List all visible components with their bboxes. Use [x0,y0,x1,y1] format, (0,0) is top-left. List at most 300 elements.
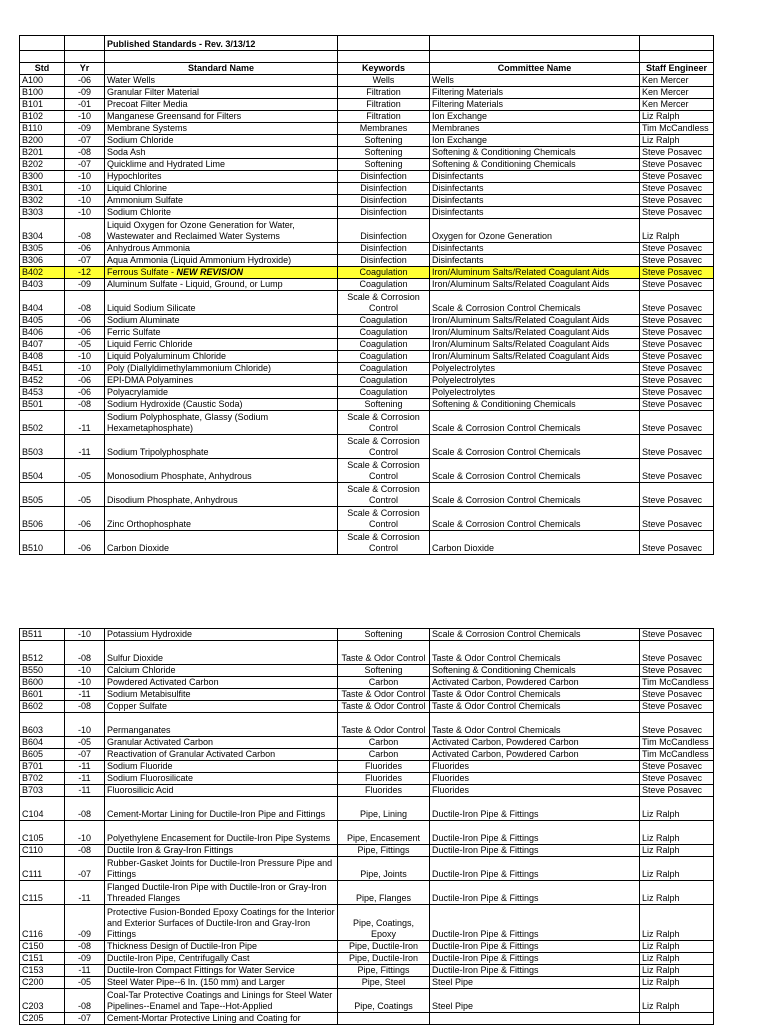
year-cell: -11 [65,689,105,701]
table-row [20,363,714,375]
keywords-cell [338,1013,430,1025]
year-cell: -07 [65,857,105,881]
standard-name-cell: Protective Fusion-Bonded Epoxy Coatings for the Interior and Exterior Surfaces of Ductile-Iron and Gray-Iron Fittings [105,905,338,941]
year-cell: -08 [65,845,105,857]
committee-name-cell: Ductile-Iron Pipe & Fittings [430,857,640,881]
committee-name-cell: Ductile-Iron Pipe & Fittings [430,797,640,821]
year-cell: -08 [65,701,105,713]
year-cell: -07 [65,255,105,267]
year-cell: -08 [65,941,105,953]
standard-name-cell: Cement-Mortar Protective Lining and Coating for [105,1013,338,1025]
year-cell: -07 [65,749,105,761]
staff-engineer-cell: Steve Posavec [640,531,714,555]
standard-name-cell: Ferric Sulfate [105,327,338,339]
table-row [20,291,714,315]
staff-engineer-cell: Steve Posavec [640,387,714,399]
committee-name-cell: Ductile-Iron Pipe & Fittings [430,821,640,845]
table-row [20,1013,714,1025]
table-row [20,351,714,363]
committee-name-cell: Disinfectants [430,207,640,219]
staff-engineer-cell: Steve Posavec [640,411,714,435]
table-row [20,255,714,267]
std-cell: B701 [20,761,65,773]
standards-table-page-2 [19,628,714,1025]
standard-name-cell: Sodium Metabisulfite [105,689,338,701]
committee-name-cell: Ductile-Iron Pipe & Fittings [430,845,640,857]
year-cell: -08 [65,147,105,159]
keywords-cell: Disinfection [338,255,430,267]
standard-name-cell: Sodium Tripolyphosphate [105,435,338,459]
table-row [20,749,714,761]
table-row [20,881,714,905]
committee-name-cell: Fluorides [430,761,640,773]
std-cell: B306 [20,255,65,267]
standard-name-cell: Soda Ash [105,147,338,159]
keywords-cell: Coagulation [338,375,430,387]
committee-name-cell: Polyelectrolytes [430,363,640,375]
staff-engineer-cell: Steve Posavec [640,773,714,785]
committee-name-cell: Taste & Odor Control Chemicals [430,713,640,737]
committee-name-cell: Steel Pipe [430,977,640,989]
committee-name-cell: Taste & Odor Control Chemicals [430,689,640,701]
standard-name-cell: Polyacrylamide [105,387,338,399]
table-row [20,279,714,291]
standard-name-cell: Precoat Filter Media [105,99,338,111]
std-cell: B702 [20,773,65,785]
staff-engineer-cell: Liz Ralph [640,965,714,977]
year-cell: -07 [65,1013,105,1025]
keywords-cell: Coagulation [338,351,430,363]
keywords-cell: Pipe, Ductile-Iron [338,953,430,965]
staff-engineer-cell: Steve Posavec [640,435,714,459]
committee-name-cell: Activated Carbon, Powdered Carbon [430,749,640,761]
keywords-cell: Pipe, Coatings, Epoxy [338,905,430,941]
staff-engineer-cell: Ken Mercer [640,87,714,99]
standard-name-cell: Zinc Orthophosphate [105,507,338,531]
standard-name-cell: Liquid Sodium Silicate [105,291,338,315]
year-cell: -08 [65,219,105,243]
table-row [20,737,714,749]
keywords-cell: Pipe, Steel [338,977,430,989]
keywords-cell: Pipe, Fittings [338,845,430,857]
standard-name-cell: Ductile-Iron Pipe, Centrifugally Cast [105,953,338,965]
staff-engineer-cell: Tim McCandless [640,737,714,749]
keywords-cell: Scale & Corrosion Control [338,459,430,483]
year-cell: -10 [65,629,105,641]
keywords-cell: Scale & Corrosion Control [338,483,430,507]
standard-name-cell: Reactivation of Granular Activated Carbon [105,749,338,761]
std-cell: B102 [20,111,65,123]
std-cell: C110 [20,845,65,857]
std-cell: B303 [20,207,65,219]
standard-name-cell: Sodium Polyphosphate, Glassy (Sodium Hexametaphosphate) [105,411,338,435]
year-cell: -10 [65,351,105,363]
table-row [20,965,714,977]
std-cell: C205 [20,1013,65,1025]
staff-engineer-cell: Steve Posavec [640,761,714,773]
table-row [20,905,714,941]
year-cell: -06 [65,315,105,327]
std-cell: B404 [20,291,65,315]
standard-name-cell: Polyethylene Encasement for Ductile-Iron Pipe Systems [105,821,338,845]
std-cell: B703 [20,785,65,797]
std-cell: C203 [20,989,65,1013]
standards-table-page-1 [19,35,714,555]
committee-name-cell: Ductile-Iron Pipe & Fittings [430,953,640,965]
keywords-cell: Coagulation [338,327,430,339]
keywords-cell: Pipe, Coatings [338,989,430,1013]
committee-name-cell: Softening & Conditioning Chemicals [430,147,640,159]
standard-name-cell: Liquid Polyaluminum Chloride [105,351,338,363]
table-row [20,207,714,219]
year-cell: -11 [65,773,105,785]
keywords-cell: Scale & Corrosion Control [338,435,430,459]
committee-name-cell: Disinfectants [430,255,640,267]
staff-engineer-cell: Steve Posavec [640,375,714,387]
std-cell: B605 [20,749,65,761]
staff-engineer-cell: Liz Ralph [640,953,714,965]
keywords-cell: Filtration [338,99,430,111]
std-cell: B506 [20,507,65,531]
year-cell: -12 [65,267,105,279]
std-cell: B300 [20,171,65,183]
table-row [20,195,714,207]
staff-engineer-cell: Steve Posavec [640,399,714,411]
committee-name-cell: Iron/Aluminum Salts/Related Coagulant Aids [430,351,640,363]
std-cell: B452 [20,375,65,387]
staff-engineer-cell: Steve Posavec [640,483,714,507]
std-cell: B201 [20,147,65,159]
std-cell: B501 [20,399,65,411]
std-cell: B602 [20,701,65,713]
staff-engineer-cell [640,1013,714,1025]
std-cell: B110 [20,123,65,135]
committee-name-cell: Ductile-Iron Pipe & Fittings [430,941,640,953]
committee-name-cell: Softening & Conditioning Chemicals [430,399,640,411]
staff-engineer-cell: Steve Posavec [640,713,714,737]
std-cell: B451 [20,363,65,375]
table-row [20,953,714,965]
committee-name-cell: Taste & Odor Control Chemicals [430,641,640,665]
staff-engineer-cell: Liz Ralph [640,135,714,147]
std-cell: C153 [20,965,65,977]
keywords-cell: Filtration [338,111,430,123]
std-cell: C105 [20,821,65,845]
keywords-cell: Membranes [338,123,430,135]
standard-name-cell: Carbon Dioxide [105,531,338,555]
committee-name-cell: Scale & Corrosion Control Chemicals [430,291,640,315]
keywords-cell: Taste & Odor Control [338,701,430,713]
table-row [20,267,714,279]
standard-name-cell: Sodium Fluorosilicate [105,773,338,785]
year-cell: -10 [65,821,105,845]
keywords-cell: Disinfection [338,219,430,243]
std-cell: C200 [20,977,65,989]
title-row [20,36,714,51]
committee-name-cell: Softening & Conditioning Chemicals [430,159,640,171]
std-cell: C150 [20,941,65,953]
staff-engineer-cell: Tim McCandless [640,677,714,689]
standard-name-cell: Sodium Fluoride [105,761,338,773]
keywords-cell: Coagulation [338,339,430,351]
keywords-cell: Softening [338,135,430,147]
standard-name-cell: Disodium Phosphate, Anhydrous [105,483,338,507]
table-row [20,411,714,435]
year-cell: -01 [65,99,105,111]
std-cell: B305 [20,243,65,255]
std-cell: C115 [20,881,65,905]
staff-engineer-cell: Liz Ralph [640,797,714,821]
table-row [20,243,714,255]
keywords-cell: Disinfection [338,171,430,183]
standard-name-cell: Membrane Systems [105,123,338,135]
year-cell: -06 [65,75,105,87]
year-cell: -08 [65,641,105,665]
std-cell: B550 [20,665,65,677]
year-cell: -06 [65,327,105,339]
staff-engineer-cell: Steve Posavec [640,291,714,315]
table-row [20,701,714,713]
staff-engineer-cell: Liz Ralph [640,845,714,857]
std-cell: B403 [20,279,65,291]
standard-name-cell: Fluorosilicic Acid [105,785,338,797]
header-keywords: Keywords [338,63,430,75]
table-row [20,797,714,821]
table-row [20,689,714,701]
staff-engineer-cell: Steve Posavec [640,195,714,207]
staff-engineer-cell: Liz Ralph [640,219,714,243]
year-cell: -11 [65,785,105,797]
table-row [20,339,714,351]
table-row [20,135,714,147]
committee-name-cell: Disinfectants [430,183,640,195]
committee-name-cell: Iron/Aluminum Salts/Related Coagulant Aids [430,339,640,351]
table-row [20,773,714,785]
committee-name-cell: Oxygen for Ozone Generation [430,219,640,243]
standard-name-cell: Liquid Ferric Chloride [105,339,338,351]
table-row [20,483,714,507]
committee-name-cell: Disinfectants [430,243,640,255]
staff-engineer-cell: Tim McCandless [640,749,714,761]
committee-name-cell: Scale & Corrosion Control Chemicals [430,629,640,641]
keywords-cell: Coagulation [338,267,430,279]
std-cell: B601 [20,689,65,701]
table-row [20,857,714,881]
staff-engineer-cell: Ken Mercer [640,99,714,111]
committee-name-cell: Taste & Odor Control Chemicals [430,701,640,713]
keywords-cell: Pipe, Lining [338,797,430,821]
committee-name-cell: Disinfectants [430,171,640,183]
table-row [20,87,714,99]
committee-name-cell: Iron/Aluminum Salts/Related Coagulant Aids [430,267,640,279]
keywords-cell: Pipe, Flanges [338,881,430,905]
std-cell: A100 [20,75,65,87]
standard-name-cell: Ductile-Iron Compact Fittings for Water Service [105,965,338,977]
table-row [20,459,714,483]
table-row [20,219,714,243]
staff-engineer-cell: Steve Posavec [640,689,714,701]
std-cell: C116 [20,905,65,941]
table-row [20,761,714,773]
staff-engineer-cell: Steve Posavec [640,641,714,665]
keywords-cell: Filtration [338,87,430,99]
table-row [20,977,714,989]
std-cell: C111 [20,857,65,881]
year-cell: -11 [65,411,105,435]
standard-name-cell: Aluminum Sulfate - Liquid, Ground, or Lump [105,279,338,291]
std-cell: B600 [20,677,65,689]
staff-engineer-cell: Steve Posavec [640,701,714,713]
table-row [20,989,714,1013]
standard-name-cell: Thickness Design of Ductile-Iron Pipe [105,941,338,953]
standard-name-cell: Powdered Activated Carbon [105,677,338,689]
committee-name-cell: Iron/Aluminum Salts/Related Coagulant Aids [430,327,640,339]
standard-name-cell: Copper Sulfate [105,701,338,713]
year-cell: -09 [65,87,105,99]
keywords-cell: Pipe, Joints [338,857,430,881]
keywords-cell: Softening [338,399,430,411]
year-cell: -11 [65,761,105,773]
staff-engineer-cell: Liz Ralph [640,941,714,953]
committee-name-cell: Fluorides [430,785,640,797]
table-row [20,99,714,111]
staff-engineer-cell: Steve Posavec [640,459,714,483]
keywords-cell: Taste & Odor Control [338,713,430,737]
committee-name-cell: Membranes [430,123,640,135]
committee-name-cell: Scale & Corrosion Control Chemicals [430,507,640,531]
new-revision-label: NEW REVISION [176,267,244,277]
year-cell: -10 [65,363,105,375]
keywords-cell: Coagulation [338,387,430,399]
year-cell: -10 [65,183,105,195]
year-cell: -06 [65,387,105,399]
year-cell: -10 [65,171,105,183]
document-title: Published Standards - Rev. 3/13/12 [105,36,338,51]
table-row [20,641,714,665]
year-cell: -05 [65,977,105,989]
standard-name-cell: Steel Water Pipe--6 In. (150 mm) and Larger [105,977,338,989]
keywords-cell: Carbon [338,749,430,761]
committee-name-cell: Disinfectants [430,195,640,207]
standard-name-cell: Coal-Tar Protective Coatings and Linings for Steel Water Pipelines--Enamel and Tape--Hot-Applied [105,989,338,1013]
std-cell: B405 [20,315,65,327]
keywords-cell: Coagulation [338,279,430,291]
committee-name-cell: Scale & Corrosion Control Chemicals [430,483,640,507]
keywords-cell: Softening [338,665,430,677]
committee-name-cell: Activated Carbon, Powdered Carbon [430,737,640,749]
year-cell: -10 [65,677,105,689]
staff-engineer-cell: Steve Posavec [640,279,714,291]
std-cell: B505 [20,483,65,507]
year-cell: -10 [65,195,105,207]
table-row [20,387,714,399]
staff-engineer-cell: Steve Posavec [640,147,714,159]
committee-name-cell: Iron/Aluminum Salts/Related Coagulant Aids [430,279,640,291]
year-cell: -08 [65,989,105,1013]
std-cell: B511 [20,629,65,641]
keywords-cell: Pipe, Ductile-Iron [338,941,430,953]
staff-engineer-cell: Liz Ralph [640,905,714,941]
staff-engineer-cell: Liz Ralph [640,821,714,845]
std-cell: B101 [20,99,65,111]
std-cell: B504 [20,459,65,483]
year-cell: -10 [65,665,105,677]
table-row [20,183,714,195]
standard-name-cell: Calcium Chloride [105,665,338,677]
header-std: Std [20,63,65,75]
table-row [20,665,714,677]
header-yr: Yr [65,63,105,75]
staff-engineer-cell: Liz Ralph [640,977,714,989]
table-row [20,507,714,531]
keywords-cell: Disinfection [338,195,430,207]
std-cell: B301 [20,183,65,195]
year-cell: -10 [65,111,105,123]
keywords-cell: Pipe, Encasement [338,821,430,845]
standard-name-cell: Permanganates [105,713,338,737]
header-staff-engineer: Staff Engineer [640,63,714,75]
table-row [20,785,714,797]
standard-name-cell: Sodium Aluminate [105,315,338,327]
keywords-cell: Disinfection [338,243,430,255]
standard-name-cell: Sulfur Dioxide [105,641,338,665]
committee-name-cell: Iron/Aluminum Salts/Related Coagulant Aids [430,315,640,327]
committee-name-cell: Wells [430,75,640,87]
staff-engineer-cell: Steve Posavec [640,171,714,183]
table-row [20,399,714,411]
keywords-cell: Scale & Corrosion Control [338,531,430,555]
keywords-cell: Taste & Odor Control [338,689,430,701]
year-cell: -10 [65,713,105,737]
year-cell: -11 [65,881,105,905]
keywords-cell: Coagulation [338,315,430,327]
staff-engineer-cell: Steve Posavec [640,255,714,267]
standard-name-cell: Ferrous Sulfate - NEW REVISION [105,267,338,279]
staff-engineer-cell: Steve Posavec [640,267,714,279]
std-cell: B406 [20,327,65,339]
table-row [20,171,714,183]
year-cell: -08 [65,291,105,315]
std-cell: B304 [20,219,65,243]
staff-engineer-cell: Steve Posavec [640,351,714,363]
staff-engineer-cell: Steve Posavec [640,183,714,195]
standard-name-cell: Hypochlorites [105,171,338,183]
standard-name-cell: Aqua Ammonia (Liquid Ammonium Hydroxide) [105,255,338,267]
keywords-cell: Softening [338,159,430,171]
staff-engineer-cell: Liz Ralph [640,111,714,123]
standard-name-cell: Sodium Chloride [105,135,338,147]
std-cell: B407 [20,339,65,351]
committee-name-cell: Ion Exchange [430,111,640,123]
standard-name-cell: Manganese Greensand for Filters [105,111,338,123]
table-row [20,713,714,737]
keywords-cell: Scale & Corrosion Control [338,507,430,531]
std-cell: B302 [20,195,65,207]
year-cell: -06 [65,531,105,555]
staff-engineer-cell: Tim McCandless [640,123,714,135]
committee-name-cell: Filtering Materials [430,87,640,99]
keywords-cell: Fluorides [338,773,430,785]
std-cell: B453 [20,387,65,399]
spacer-row [20,51,714,63]
standard-name-cell: Rubber-Gasket Joints for Ductile-Iron Pressure Pipe and Fittings [105,857,338,881]
year-cell: -05 [65,459,105,483]
std-cell: B402 [20,267,65,279]
year-cell: -06 [65,243,105,255]
std-cell: B604 [20,737,65,749]
standard-name-cell: Quicklime and Hydrated Lime [105,159,338,171]
std-cell: C104 [20,797,65,821]
